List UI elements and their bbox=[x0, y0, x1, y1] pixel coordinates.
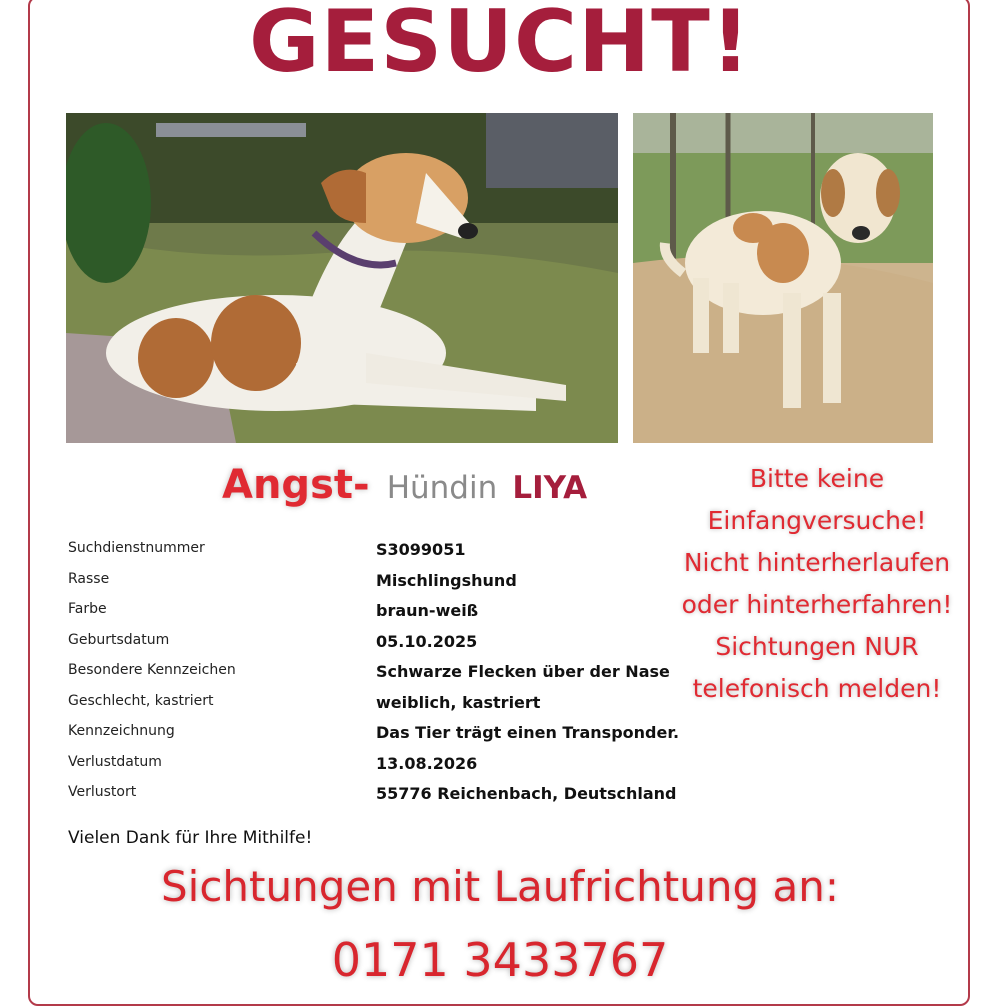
dog-title bbox=[222, 462, 587, 508]
warning-line: oder hinterherfahren! bbox=[681, 590, 953, 619]
fact-label: Verlustort bbox=[68, 784, 137, 800]
call-to-action: Sichtungen mit Laufrichtung an: bbox=[160, 862, 840, 911]
fact-value: S3099051 bbox=[376, 540, 466, 559]
fact-value: 05.10.2025 bbox=[376, 631, 478, 651]
title-type: Hündin bbox=[386, 470, 498, 506]
warning-line: Bitte keine bbox=[749, 464, 885, 493]
fact-value: Schwarze Flecken über der Nase bbox=[376, 662, 670, 681]
fact-row bbox=[68, 567, 688, 597]
dog-name: LIYA bbox=[512, 470, 588, 506]
warning-line: Sichtungen NUR bbox=[715, 632, 919, 661]
poster-headline: GESUCHT! bbox=[248, 0, 752, 92]
fact-value: Das Tier trägt einen Transponder. bbox=[376, 723, 680, 742]
fact-value: 13.08.2026 bbox=[376, 753, 478, 773]
warning-line: Nicht hinterherlaufen bbox=[683, 548, 951, 577]
fact-label: Suchdienstnummer bbox=[68, 540, 205, 556]
warning-line: Einfangversuche! bbox=[707, 506, 927, 535]
fact-value: Mischlingshund bbox=[376, 570, 517, 590]
fact-row bbox=[68, 689, 688, 719]
fact-label: Kennzeichnung bbox=[68, 723, 175, 739]
fact-row bbox=[68, 597, 688, 627]
warning-line: telefonisch melden! bbox=[692, 674, 942, 703]
dog-photo-lying bbox=[66, 113, 618, 443]
fact-row bbox=[68, 719, 688, 749]
fact-row bbox=[68, 628, 688, 658]
fact-value: 55776 Reichenbach, Deutschland bbox=[376, 784, 677, 803]
phone-number: 0171 3433767 bbox=[331, 933, 669, 987]
fact-row bbox=[68, 658, 688, 688]
title-prefix: Angst- bbox=[222, 462, 370, 508]
fact-value: weiblich, kastriert bbox=[376, 692, 541, 712]
fact-value: braun-weiß bbox=[376, 601, 479, 620]
fact-label: Rasse bbox=[68, 570, 110, 587]
fact-row bbox=[68, 780, 688, 810]
fact-row bbox=[68, 750, 688, 780]
warning-notice bbox=[652, 458, 982, 710]
fact-label: Farbe bbox=[68, 601, 107, 617]
fact-label: Geburtsdatum bbox=[68, 631, 170, 648]
fact-label: Verlustdatum bbox=[68, 753, 162, 770]
thanks-note: Vielen Dank für Ihre Mithilfe! bbox=[68, 828, 313, 848]
fact-row bbox=[68, 536, 688, 566]
fact-label: Geschlecht, kastriert bbox=[68, 692, 214, 709]
dog-photo-standing bbox=[633, 113, 933, 443]
fact-label: Besondere Kennzeichen bbox=[68, 662, 236, 678]
